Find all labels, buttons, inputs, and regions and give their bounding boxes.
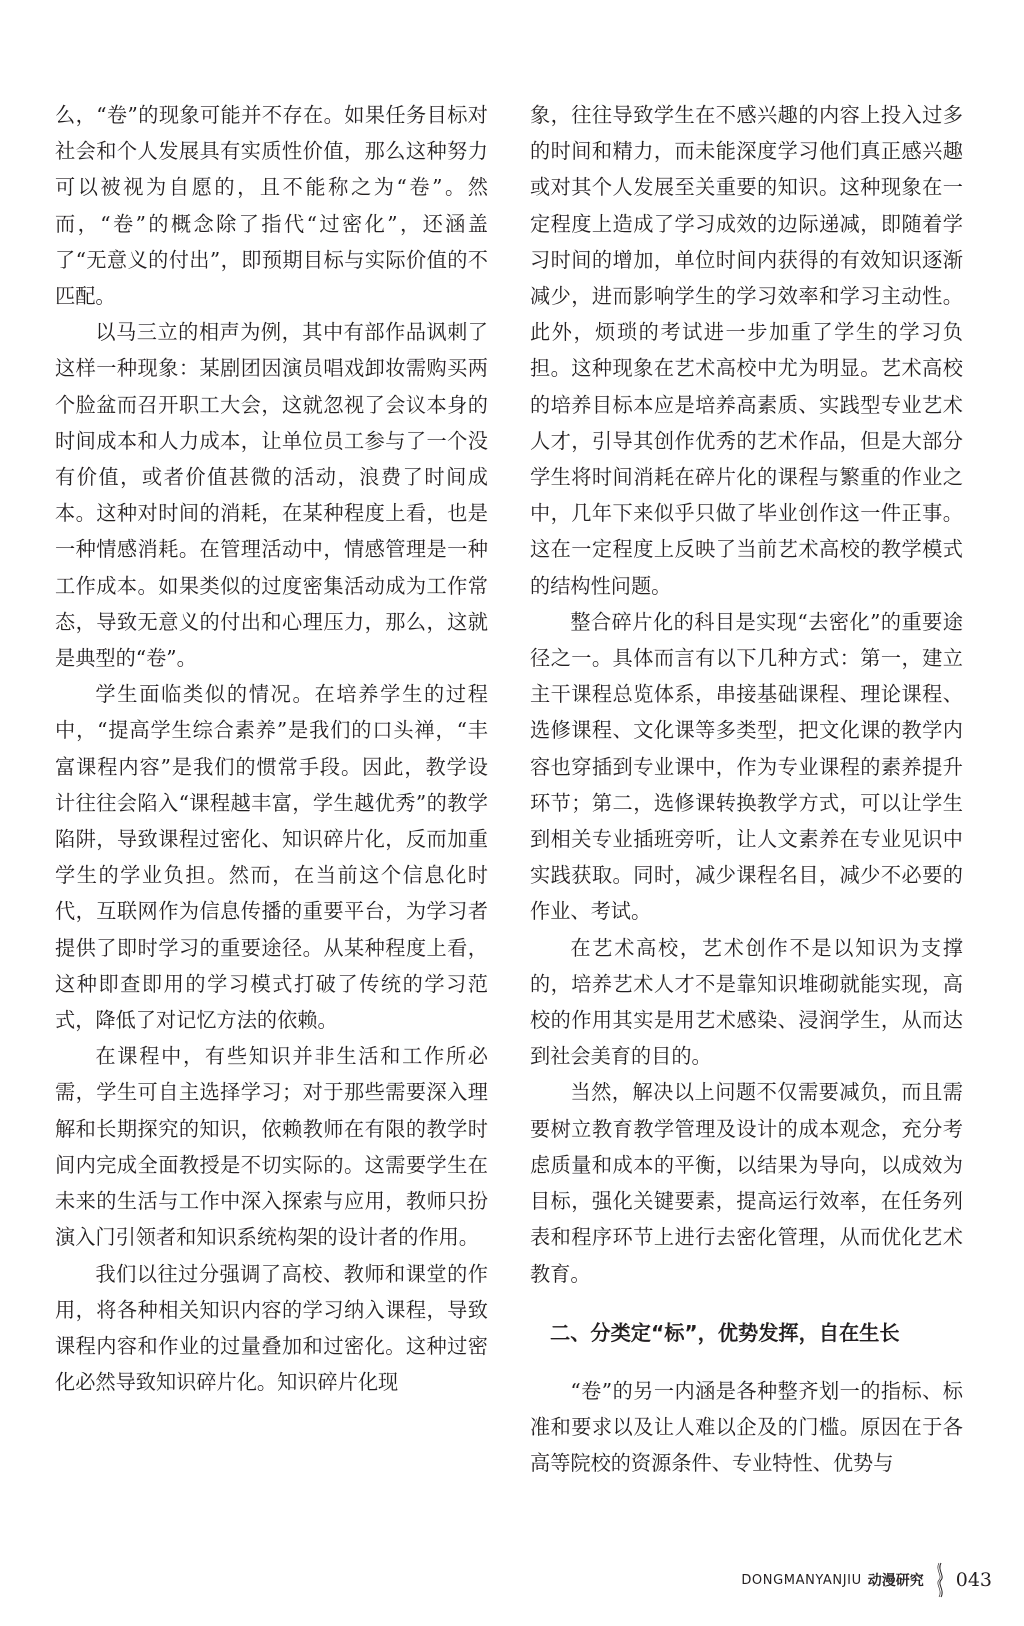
paragraph-left-1: 么，“卷”的现象可能并不存在。如果任务目标对社会和个人发展具有实质性价值，那么这种努力可以被视为自愿的，且不能称之为“卷”。然而，“卷”的概念除了指代“过密化”，还涵盖了“无意义的付出”，即预期目标与实际价值的不匹配。 xyxy=(55,103,488,309)
paragraph-left-5: 我们以往过分强调了高校、教师和课堂的作用，将各种相关知识内容的学习纳入课程，导致课程内容和作业的过量叠加和过密化。这种过密化必然导致知识碎片化。知识碎片化现 xyxy=(55,1261,488,1395)
paragraph-right-3: 在艺术高校，艺术创作不是以知识为支撑的，培养艺术人才不是靠知识堆砌就能实现，高校的作用其实是用艺术感染、浸润学生，从而达到社会美育的目的。 xyxy=(530,935,963,1069)
journal-name-english: DONGMANYANJIU xyxy=(741,1572,862,1588)
paragraph-right-2: 整合碎片化的科目是实现“去密化”的重要途径之一。具体而言有以下几种方式：第一，建立主干课程总览体系，串接基础课程、理论课程、选修课程、文化课等多类型，把文化课的教学内容也穿插到专业课中，作为专业课程的素养提升环节；第二，选修课转换教学方式，可以让学生到相关专业插班旁听，让人文素养在专业见识中实践获取。同时，减少课程名目，减少不必要的作业、考试。 xyxy=(530,609,963,924)
journal-name-chinese: 动漫研究 xyxy=(867,1573,924,1589)
right-column xyxy=(530,97,963,1481)
paragraph-left-3: 学生面临类似的情况。在培养学生的过程中，“提高学生综合素养”是我们的口头禅，“丰富课程内容”是我们的惯常手段。因此，教学设计往往会陷入“课程越丰富，学生越优秀”的教学陷阱，导致课程过密化、知识碎片化，反而加重学生的学业负担。然而，在当前这个信息化时代，互联网作为信息传播的重要平台，为学习者提供了即时学习的重要途径。从某种程度上看，这种即查即用的学习模式打破了传统的学习范式，降低了对记忆方法的依赖。 xyxy=(55,682,488,1033)
left-column xyxy=(55,97,488,1400)
section-heading: 二、分类定“标”，优势发挥，自在生长 xyxy=(550,1320,900,1345)
paragraph-right-4: 当然，解决以上问题不仅需要减负，而且需要树立教育教学管理及设计的成本观念，充分考虑质量和成本的平衡，以结果为导向，以成效为目标，强化关键要素，提高运行效率，在任务列表和程序环节上进行去密化管理，从而优化艺术教育。 xyxy=(530,1080,963,1286)
paragraph-left-2: 以马三立的相声为例，其中有部作品讽刺了这样一种现象：某剧团因演员唱戏卸妆需购买两个脸盆而召开职工大会，这就忽视了会议本身的时间成本和人力成本，让单位员工参与了一个没有价值，或者价值甚微的活动，浪费了时间成本。这种对时间的消耗，在某种程度上看，也是一种情感消耗。在管理活动中，情感管理是一种工作成本。如果类似的过度密集活动成为工作常态，导致无意义的付出和心理压力，那么，这就是典型的“卷”。 xyxy=(55,320,488,671)
page-number: 043 xyxy=(955,1569,992,1591)
paragraph-right-5: “卷”的另一内涵是各种整齐划一的指标、标准和要求以及让人难以企及的门槛。原因在于各高等院校的资源条件、专业特性、优势与 xyxy=(530,1378,963,1476)
paragraph-left-4: 在课程中，有些知识并非生活和工作所必需，学生可自主选择学习；对于那些需要深入理解和长期探究的知识，依赖教师在有限的教学时间内完成全面教授是不切实际的。这需要学生在未来的生活与工作中深入探索与应用，教师只扮演入门引领者和知识系统构架的设计者的作用。 xyxy=(55,1044,488,1250)
paragraph-right-1: 象，往往导致学生在不感兴趣的内容上投入过多的时间和精力，而未能深度学习他们真正感兴趣或对其个人发展至关重要的知识。这种现象在一定程度上造成了学习成效的边际递减，即随着学习时间的增加，单位时间内获得的有效知识逐渐减少，进而影响学生的学习效率和学习主动性。此外，烦琐的考试进一步加重了学生的学习负担。这种现象在艺术高校中尤为明显。艺术高校的培养目标本应是培养高素质、实践型专业艺术人才，引导其创作优秀的艺术作品，但是大部分学生将时间消耗在碎片化的课程与繁重的作业之中，几年下来似乎只做了毕业创作这一件正事。这在一定程度上反映了当前艺术高校的教学模式的结构性问题。 xyxy=(530,103,963,598)
page-footer xyxy=(741,1562,992,1598)
decorative-divider-icon xyxy=(934,1562,948,1598)
